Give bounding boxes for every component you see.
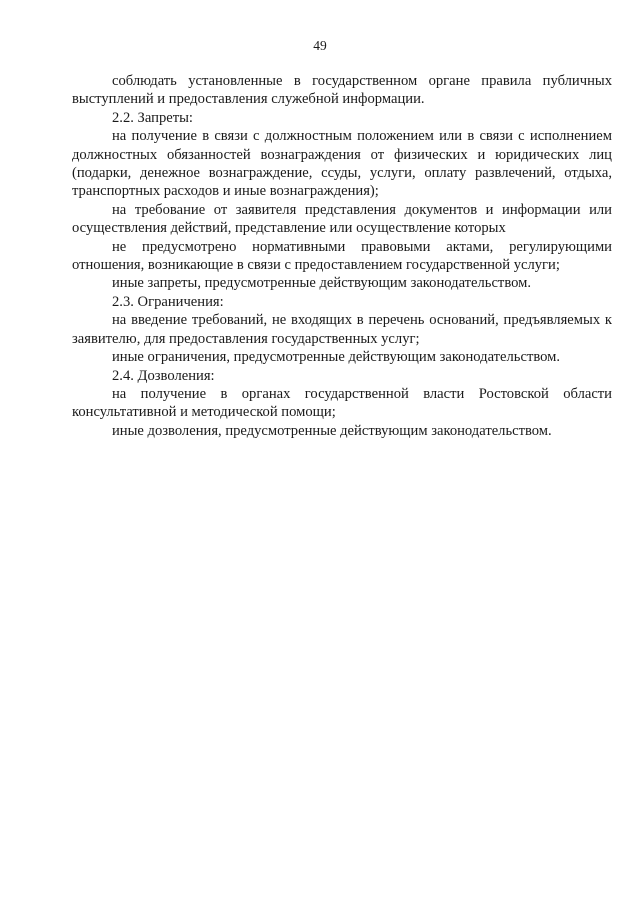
section-heading-permissions: 2.4. Дозволения: (112, 367, 215, 384)
paragraph-other-permissions: иные дозволения, предусмотренные действующим законодательством. (112, 422, 552, 439)
paragraph-prohibition-rewards: на получение в связи с должностным положением или в связи с исполнением должностных обязанностей вознаграждения от физических и юридических лиц (подарки, денежное вознаграждение, ссуды, услуги, оплату развлечений, отдыха, транспортных расходов и иные вознаграждения); (72, 128, 612, 200)
section-heading-restrictions: 2.3. Ограничения: (112, 293, 224, 310)
paragraph-public-speaking-rules: соблюдать установленные в государственном органе правила публичных выступлений и предоставления служебной информации. (72, 73, 612, 108)
section-heading-prohibitions: 2.2. Запреты: (112, 109, 193, 126)
document-body (72, 72, 612, 440)
paragraph-other-restrictions: иные ограничения, предусмотренные действующим законодательством. (112, 349, 561, 366)
paragraph-permission-consultation: на получение в органах государственной власти Ростовской области консультативной и методической помощи; (72, 385, 612, 421)
page-number: 49 (313, 38, 327, 53)
paragraph-prohibition-not-regulated: не предусмотрено нормативными правовыми актами, регулирующими отношения, возникающие в связи с предоставлением государственной услуги; (72, 238, 612, 274)
paragraph-other-prohibitions: иные запреты, предусмотренные действующим законодательством. (112, 275, 532, 292)
paragraph-restriction-requirements: на введение требований, не входящих в перечень оснований, предъявляемых к заявителю, для предоставления государственных услуг; (72, 312, 612, 347)
paragraph-prohibition-document-demands: на требование от заявителя представления документов и информации или осуществления действий, представление или осуществление которых (72, 201, 612, 237)
